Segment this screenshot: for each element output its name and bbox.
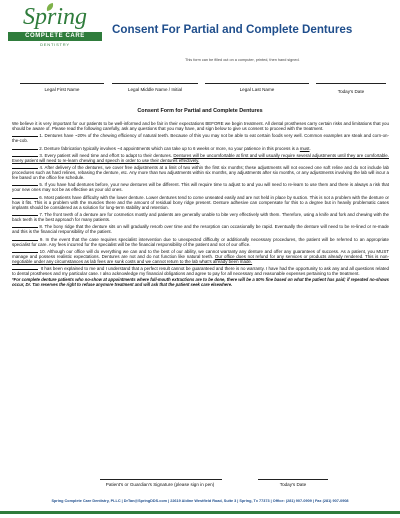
item-number: 10. (39, 248, 46, 254)
consent-item (12, 195, 389, 210)
item-number: 6. (39, 194, 43, 200)
document-title: Consent For Partial and Complete Dentures (112, 23, 353, 36)
item-number: 5. (39, 182, 44, 188)
initial-blank[interactable] (12, 212, 38, 216)
todays-date-field[interactable] (316, 83, 386, 84)
consent-item (12, 249, 389, 264)
item-text: Most patients have difficulty with the lower denture. Lower dentures tend to come unseated easily and are not held in place by suction. This is not a problem with the denture or how it fits. This is a problem with the muscles there and the amount of residual bony ridge present. Denture adhesive can compensate for this to a degree but in heavily problematic cases implants should be considered as a solution for long-term stability and retention. (12, 194, 390, 210)
item-text: In the event that the case requires specialist intervention due to unexpected difficulty or additionally necessary procedures, the patient will be referred to an appropriate specialist for care. Any fees incurred for the specialist will be the financial responsibility of the patient and not of our office. (12, 236, 389, 247)
signature-label: Patient's or Guardian's Signature (please sign in pen) (105, 482, 215, 487)
consent-items (12, 133, 389, 264)
logo-tagline: COMPLETE CARE (8, 32, 102, 41)
item-underlined-text: Our office does not refund for any services or products already rendered. This is non-negotiable under any circumstances as lab fees are sunk costs and we cannot return to the lab what's already been made. (12, 253, 389, 264)
item-text: Every patient will need time and effort to adapt to their dentures. (44, 152, 174, 158)
logo-subtitle: DENTISTRY (40, 42, 70, 47)
item-number: 9. (39, 236, 44, 242)
initial-blank[interactable] (12, 249, 38, 253)
consent-body (12, 121, 389, 290)
form-title: Consent Form for Partial and Complete Dentures (137, 108, 263, 114)
item-text: The front teeth of a denture are for cosmetics mostly and patients are generally unable to bite very effectively with them. Therefore, using a knife and fork and chewing with the back teeth is the best approach for many patients. (12, 212, 390, 223)
item-text: If you have had dentures before, your new dentures will be different. This will require time to adjust to and you will need to re-learn to use them and there is always a risk that your new ones may not be as effective as your old ones. (12, 182, 389, 193)
legal-first-name-label: Legal First Name (44, 87, 80, 92)
legal-last-name-field[interactable] (205, 83, 309, 84)
consent-item (12, 153, 389, 163)
item-text-end: . (309, 145, 311, 151)
item-number: 2. (39, 145, 43, 151)
initial-blank[interactable] (12, 133, 38, 137)
item-underlined-text: must (299, 145, 310, 151)
signature-date-label: Today's Date (279, 482, 307, 487)
initial-blank[interactable] (12, 165, 38, 169)
signature-field[interactable] (100, 479, 222, 480)
signature-date-field[interactable] (258, 479, 328, 480)
closing-text: It has been explained to me and I understand that a perfect result cannot be guaranteed and there is no warranty. I have had the opportunity to ask any and all questions related to dental prostheses and my particular case. I also acknowledge my financial obligations and agree to pay for all necessary and reasonable expenses pertaining to the treatment. (12, 266, 390, 277)
consent-item (12, 182, 389, 192)
consent-item (12, 165, 389, 180)
initial-blank[interactable] (12, 153, 38, 157)
item-underlined-text: Dentures will be uncomfortable at first and will usually require several adjustments until they are comfortable. Every patient will need to re-learn chewing and speech in order to use their dentures effectively. (12, 152, 389, 163)
todays-date-label: Today's Date (337, 89, 365, 94)
intro-paragraph: We believe it is very important for our patients to be well-informed and be fair in their expectations BEFORE we begin treatment. All dental prostheses carry certain risks and limitations that you should be aware of. Please read the following carefully, ask any questions that you may have, and sign below to give us consent to proceed with the treatment. (12, 121, 389, 132)
consent-item (12, 133, 389, 143)
consent-item (12, 212, 389, 222)
legal-middle-name-label: Legal Middle Name / Initial (127, 87, 183, 92)
item-number: 4. (39, 165, 44, 171)
footer-strip (0, 511, 400, 514)
consent-item (12, 146, 389, 151)
initial-blank[interactable] (12, 237, 38, 241)
item-text: Denture fabrication typically involves ~4 appointments which can take up to 6 weeks or more, so your patience in this process is a (44, 145, 300, 151)
logo (6, 5, 104, 49)
item-number: 8. (39, 224, 44, 230)
initial-blank[interactable] (12, 146, 38, 150)
footer-contact: Spring Complete Care Dentistry, PLLC | DrTan@SpringDDS.com | 22619 Aldine Westfield Road, Suite 3 | Spring, Tx 77373 | Office: (281) 907-0909 | Fax (281) 907-0908 (51, 499, 349, 503)
legal-middle-name-field[interactable] (112, 83, 198, 84)
initial-blank[interactable] (12, 266, 38, 270)
legal-last-name-label: Legal Last Name (239, 87, 275, 92)
item-text: Dentures have ~20% of the chewing efficiency of natural teeth. Because of this you may not be able to eat certain foods very well. Common examples are steak and corn-on-the-cob. (12, 133, 389, 144)
item-number: 7. (39, 212, 44, 218)
logo-wordmark: Spring (22, 4, 87, 30)
closing-paragraph (12, 266, 389, 276)
item-number: 3. (39, 152, 44, 158)
fill-instructions: This form can be filled out on a computer, printed, then hand signed. (185, 58, 300, 62)
consent-item (12, 237, 389, 247)
initial-blank[interactable] (12, 182, 38, 186)
initial-blank[interactable] (12, 195, 38, 199)
item-text: Although our office will do everything we can and to the best of our ability, we cannot warranty any denture and offer any guarantees of success. As a patient, you MUST manage and possess realistic expectations. Dentures are not and do not function like natural teeth. (12, 248, 389, 259)
initial-blank[interactable] (12, 224, 38, 228)
item-number: 1. (39, 133, 44, 139)
footer (0, 499, 400, 509)
item-text: The bony ridge that the denture sits on will gradually resorb over time and the resorption can occasionally be rapid. Eventually the denture will need to be re-lined or re-made and this is the financial responsibility of the patient. (12, 224, 389, 235)
no-show-footnote: *For complete denture patients who no-show at appointments where full-mouth extractions are to be done, there will be a 50% fine based on what the patient has paid; if repeated no-shows occur, Dr. Tan reserves the right to refuse anymore treatment and will ask that the patient seek care elsewhere. (12, 277, 389, 288)
consent-item (12, 224, 389, 234)
item-text: After delivery of the dentures, we cover free adjustments at a limit of two within the first six months; these adjustments will not exceed one soft reline and do not include lab procedures such as hard relines, rebasing the denture, etc. Any more than two adjustments within six months, any adjustments after six months, or any adjustments involving the lab will incur a fee based on the office fee schedule. (12, 165, 390, 181)
legal-first-name-field[interactable] (20, 83, 104, 84)
